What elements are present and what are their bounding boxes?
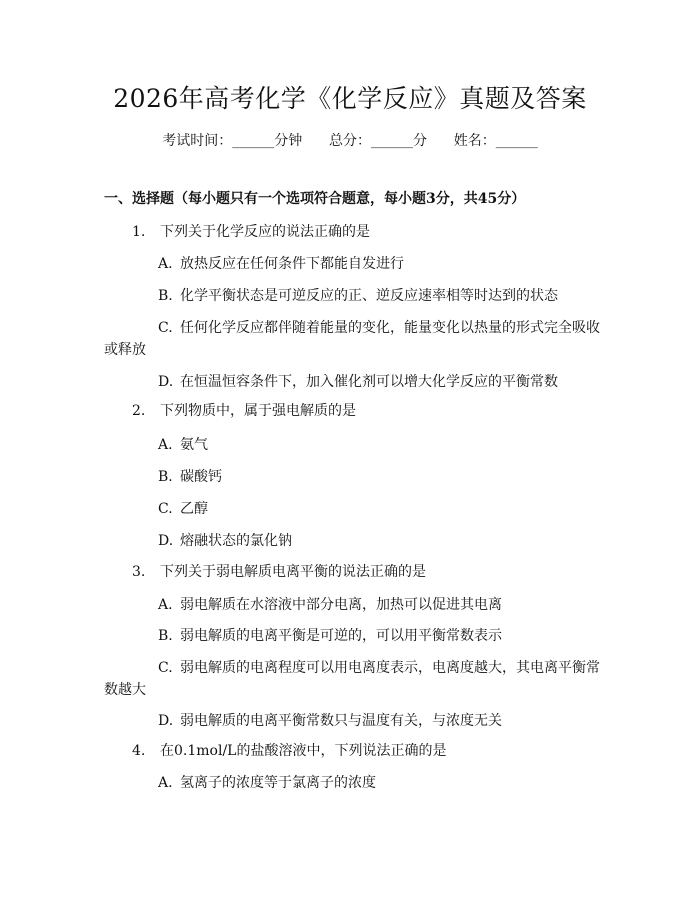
option-label: D. [158, 713, 174, 729]
question-number: 3. [132, 564, 146, 580]
option-label: B. [158, 469, 173, 485]
option-label: C. [158, 320, 173, 336]
option-label: D. [158, 533, 174, 549]
page-title: 2026年高考化学《化学反应》真题及答案 [113, 84, 587, 113]
option-label: A. [158, 437, 173, 453]
option-label: A. [158, 256, 173, 272]
option-label: B. [158, 628, 173, 644]
question-stem: 下列关于化学反应的说法正确的是 [160, 224, 370, 240]
option-text: 氨气 [180, 437, 208, 453]
option-text: 熔融状态的氯化钠 [180, 533, 292, 549]
option-text-continuation: 或释放 [104, 342, 146, 358]
option-label: C. [158, 501, 173, 517]
option-text: 弱电解质在水溶液中部分电离，加热可以促进其电离 [180, 597, 502, 613]
option-label: B. [158, 288, 173, 304]
question-stem: 下列物质中，属于强电解质的是 [160, 403, 356, 419]
exam-meta-line: 考试时间：______分钟 总分：______分 姓名：______ [162, 133, 538, 149]
option-text: 弱电解质的电离平衡常数只与温度有关，与浓度无关 [180, 713, 502, 729]
option-text: 乙醇 [180, 501, 208, 517]
option-text-continuation: 数越大 [104, 682, 146, 698]
option-label: D. [158, 374, 174, 390]
option-text: 化学平衡状态是可逆反应的正、逆反应速率相等时达到的状态 [180, 288, 558, 304]
option-text: 氢离子的浓度等于氯离子的浓度 [180, 775, 376, 791]
question-number: 2. [132, 403, 146, 419]
option-text: 碳酸钙 [180, 469, 222, 485]
question-number: 1. [132, 224, 146, 240]
option-label: A. [158, 597, 173, 613]
section-heading: 一、选择题（每小题只有一个选项符合题意，每小题3分，共45分） [104, 191, 526, 207]
option-label: C. [158, 660, 173, 676]
option-text: 弱电解质的电离程度可以用电离度表示，电离度越大，其电离平衡常 [180, 660, 600, 676]
option-label: A. [158, 775, 173, 791]
option-text: 任何化学反应都伴随着能量的变化，能量变化以热量的形式完全吸收 [180, 320, 600, 336]
question-stem: 在0.1mol/L的盐酸溶液中，下列说法正确的是 [160, 743, 447, 759]
option-text: 在恒温恒容条件下，加入催化剂可以增大化学反应的平衡常数 [180, 374, 558, 390]
question-number: 4. [132, 743, 146, 759]
question-stem: 下列关于弱电解质电离平衡的说法正确的是 [160, 564, 426, 580]
option-text: 弱电解质的电离平衡是可逆的，可以用平衡常数表示 [180, 628, 502, 644]
option-text: 放热反应在任何条件下都能自发进行 [180, 256, 404, 272]
